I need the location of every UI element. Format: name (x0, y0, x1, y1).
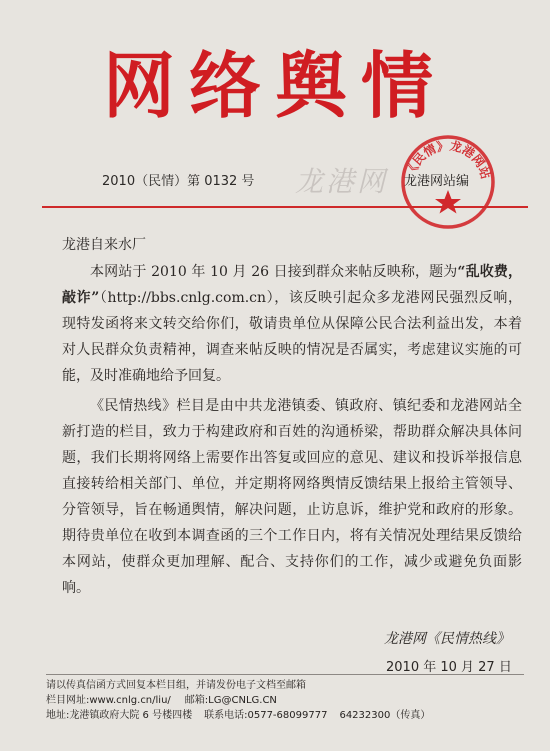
paragraph-1-intro: 本网站于 2010 年 10 月 26 日接到群众来帖反映称，题为 (90, 264, 458, 280)
fax: 64232300（传真） (339, 710, 431, 721)
paragraph-2: 《民情热线》栏目是由中共龙港镇委、镇政府、镇纪委和龙港网站全新打造的栏目，致力于构建政府和百姓的沟通桥梁，帮助群众解决具体问题，我们长期将网络上需要作出答复或回应的意见、建议和投诉举报信息直接转给相关部门、单位，并定期将网络舆情反馈结果上报给主管领导、分管领导，旨在畅通舆情，解决问题，止访息诉，维护党和政府的形象。期待贵单位在收到本调查函的三个工作日内，将有关情况处理结果反馈给本网站，使群众更加理解、配合、支持你们的工作，减少或避免负面影响。 (62, 398, 522, 596)
signature-name: 龙港网《民情热线》 (384, 631, 510, 647)
paragraph-1-body: （http://bbs.cnlg.com.cn），该反映引起众多龙港网民强烈反响，现特发函将来文转交给你们，敬请贵单位从保障公民合法利益出发，本着对人民群众负责精神，调查来帖反映的情况是否属实，考虑建议实施的可能，及时准确地给予回复。 (62, 290, 522, 384)
document-number: 2010（民情）第 0132 号 (102, 174, 255, 189)
phone: 0577-68099777 (247, 710, 328, 721)
email-label: 邮箱: (184, 695, 209, 706)
footer-rule (46, 674, 524, 675)
address-label: 地址: (46, 710, 70, 721)
column-url: www.cnlg.cn/liu/ (89, 695, 171, 706)
footer (46, 678, 536, 723)
addressee: 龙港自来水厂 (62, 237, 146, 253)
column-url-label: 栏目网址: (46, 695, 90, 706)
masthead-title: 网络舆情 (102, 43, 447, 128)
footer-line-3 (46, 708, 536, 723)
paragraph-1 (62, 259, 522, 389)
address: 龙港镇政府大院 6 号楼四楼 (69, 710, 193, 721)
watermark-text: 龙港网 (295, 165, 389, 198)
signature-date: 2010 年 10 月 27 日 (386, 660, 512, 675)
headline-quote: “乱收费，敲诈” (62, 264, 522, 306)
seal-editor: 龙港网站编 (404, 174, 470, 189)
seal-text: 《民情》龙港网站 (403, 138, 493, 181)
footer-line-2 (46, 693, 536, 708)
letter-body (62, 232, 522, 601)
phone-label: 联系电话: (204, 710, 248, 721)
seal-star-icon (435, 190, 461, 214)
email: LG@CNLG.CN (208, 695, 277, 706)
header-red-rule (42, 206, 528, 208)
footer-line-1: 请以传真信函方式回复本栏目组，并请发份电子文档至邮箱 (46, 680, 306, 691)
